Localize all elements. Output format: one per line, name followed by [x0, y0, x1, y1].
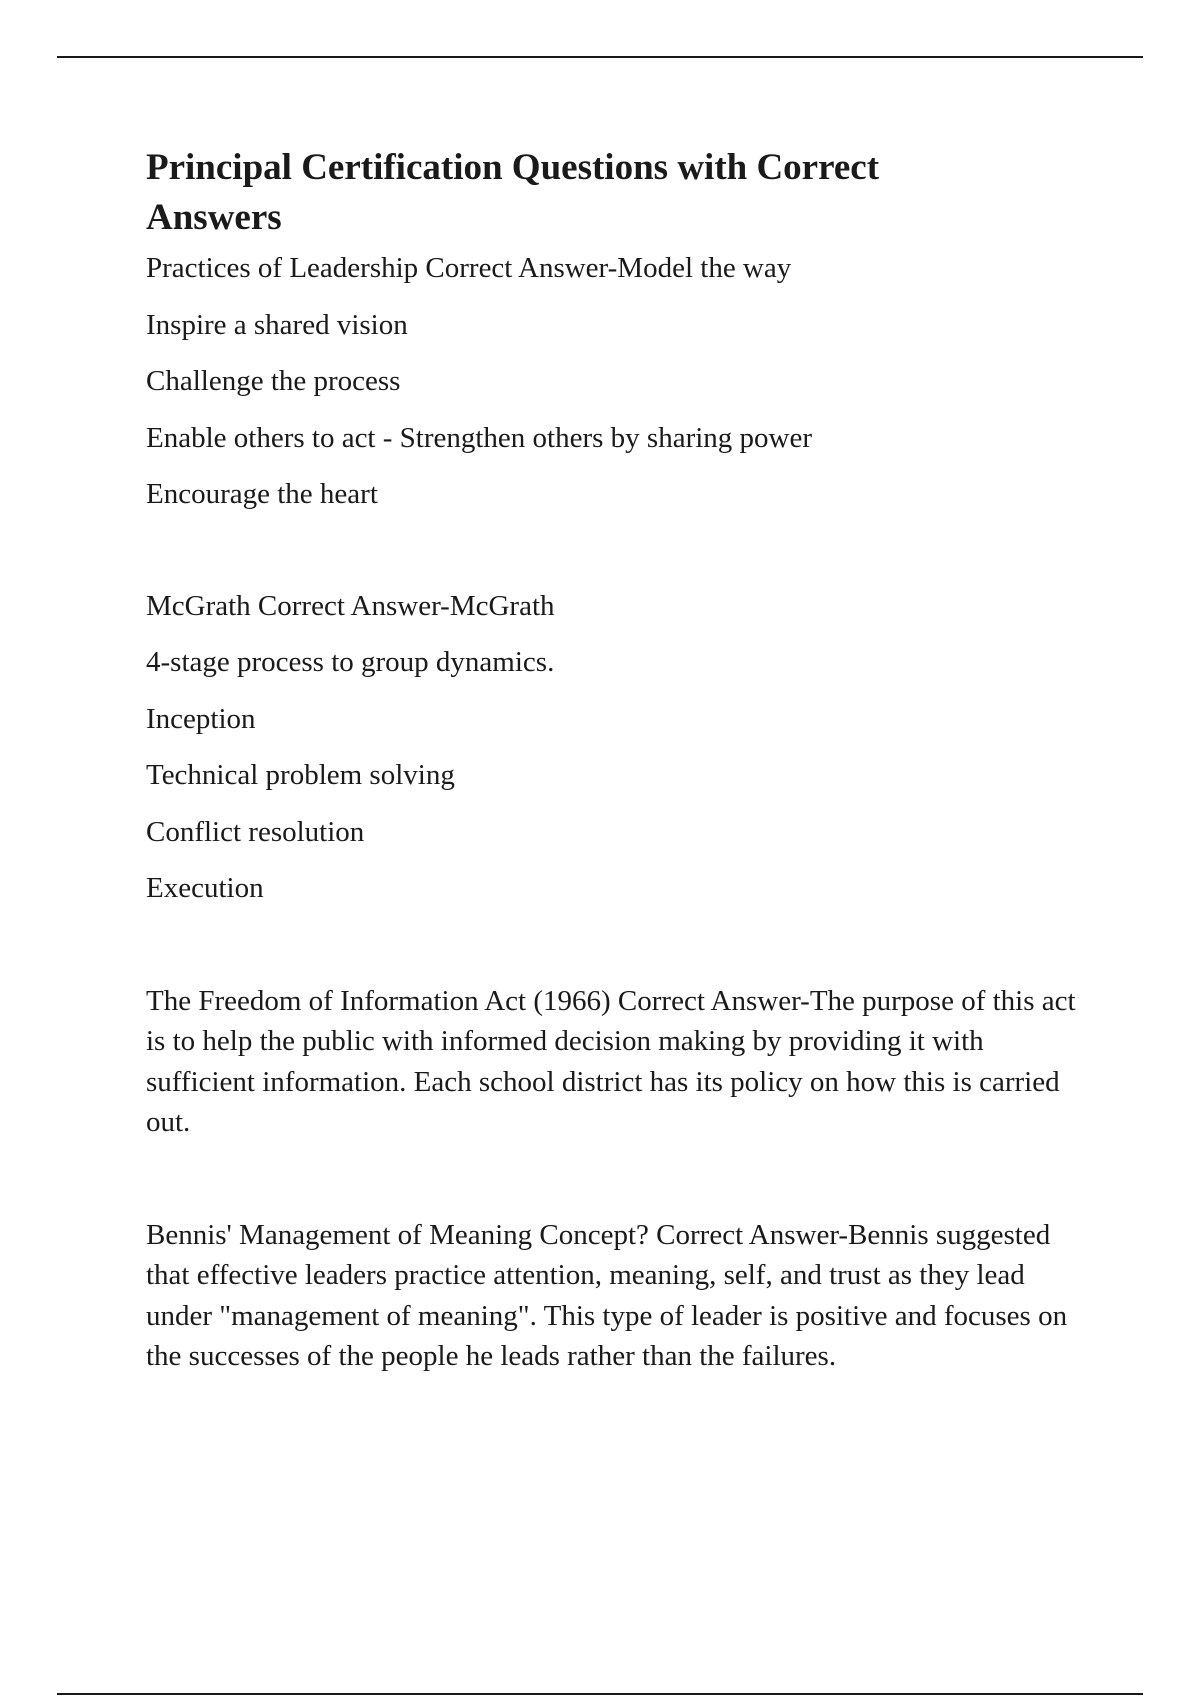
qa-line: McGrath Correct Answer-McGrath [146, 589, 555, 622]
section-gap [146, 531, 1096, 586]
qa-line: Technical problem solving [146, 759, 455, 791]
qa-line: Practices of Leadership Correct Answer-Model the way [146, 252, 792, 284]
document-title: Principal Certification Questions with Correct Answers [146, 147, 880, 238]
section-mcgrath [146, 586, 1096, 909]
page-top-rule [57, 56, 1143, 58]
qa-line: 4-stage process to group dynamics. [146, 646, 555, 678]
document-body [146, 143, 1096, 1377]
page-bottom-rule [57, 1693, 1143, 1695]
qa-line: Inception [146, 702, 256, 735]
qa-line: Enable others to act - Strengthen others by sharing power [146, 421, 813, 454]
qa-line: Execution [146, 872, 264, 904]
section-practices-of-leadership [146, 248, 1096, 514]
section-gap [146, 1143, 1096, 1215]
qa-line: Conflict resolution [146, 815, 365, 848]
section-gap [146, 925, 1096, 981]
qa-line: Inspire a shared vision [146, 308, 408, 341]
qa-line: Encourage the heart [146, 478, 378, 510]
section-freedom-of-information-act: The Freedom of Information Act (1966) Correct Answer-The purpose of this act is to help the public with informed decision making by providing it with sufficient information. Each school district has its policy on how this is carried out. [146, 984, 1076, 1138]
qa-line: Challenge the process [146, 365, 401, 397]
section-bennis-management-of-meaning: Bennis' Management of Meaning Concept? Correct Answer-Bennis suggested that effective leaders practice attention, meaning, self, and trust as they lead under "management of meaning". This type of leader is positive and focuses on the successes of the people he leads rather than the failures. [146, 1218, 1068, 1372]
